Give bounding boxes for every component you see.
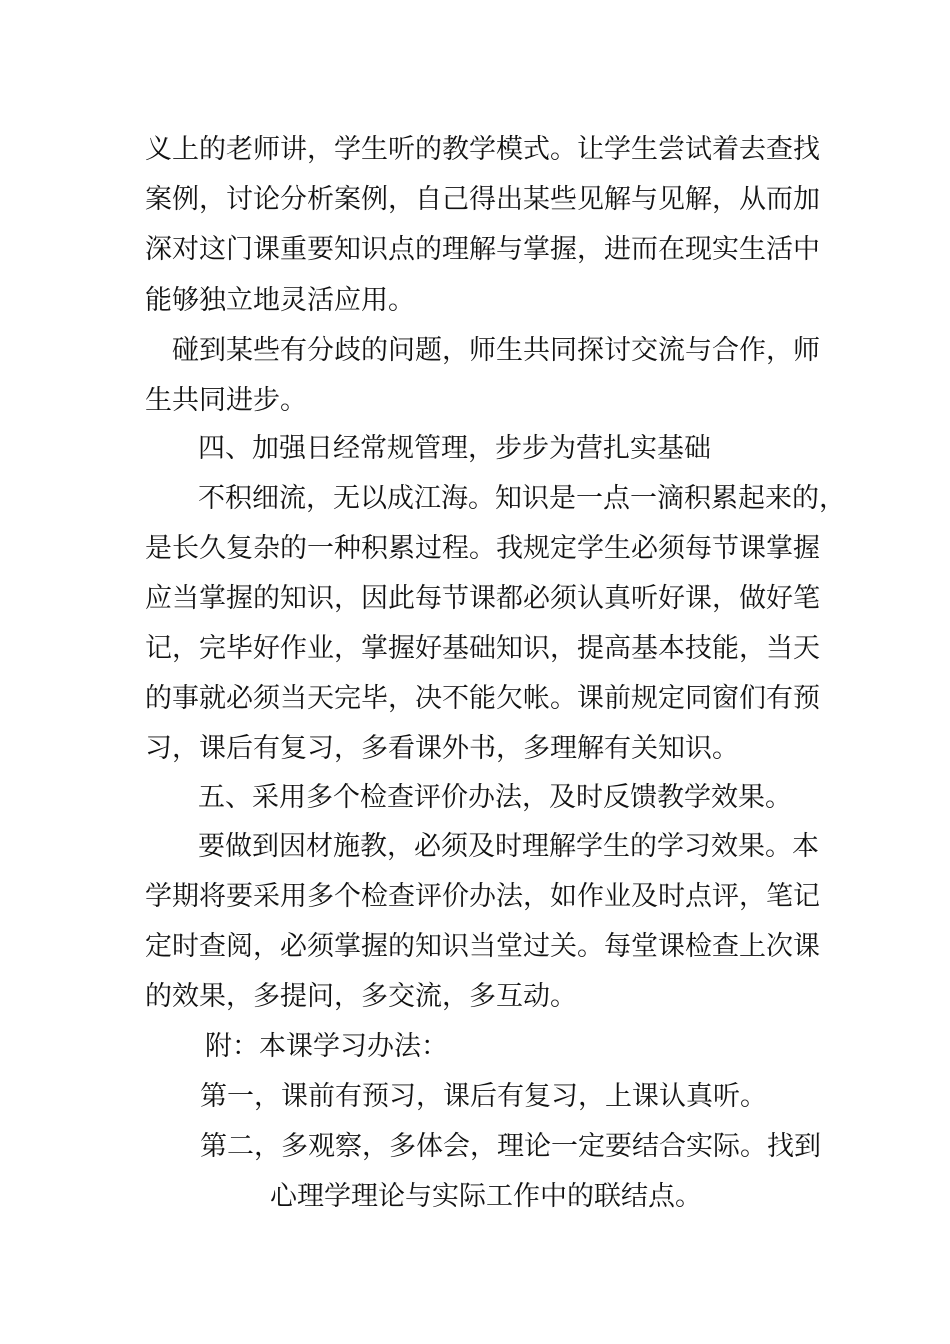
text-line-2: 案例，讨论分析案例，自己得出某些见解与见解，从而加 [145, 184, 820, 215]
method-item-2: 第二，多观察，多体会，理论一定要结合实际。找到 [200, 1131, 821, 1162]
section-heading-5: 五、采用多个检查评价办法，及时反馈教学效果。 [198, 782, 792, 813]
section-heading-4: 四、加强日经常规管理，步步为营扎实基础 [198, 433, 711, 464]
text-line-5: 碰到某些有分歧的问题，师生共同探讨交流与合作，师 [172, 335, 820, 366]
text-line-17: 定时查阅，必须掌握的知识当堂过关。每堂课检查上次课 [145, 931, 820, 962]
text-line-6: 生共同进步。 [145, 385, 307, 416]
text-line-4: 能够独立地灵活应用。 [145, 285, 415, 316]
text-line-16: 学期将要采用多个检查评价办法，如作业及时点评，笔记 [145, 881, 820, 912]
text-line-12: 的事就必须当天完毕，决不能欠帐。课前规定同窗们有预 [145, 683, 820, 714]
text-line-13: 习，课后有复习，多看课外书，多理解有关知识。 [145, 733, 739, 764]
method-item-2-continued: 心理学理论与实际工作中的联结点。 [270, 1181, 702, 1212]
text-line-1: 义上的老师讲，学生听的教学模式。让学生尝试着去查找 [145, 134, 820, 165]
text-line-3: 深对这门课重要知识点的理解与掌握，进而在现实生活中 [145, 234, 820, 265]
text-line-9: 是长久复杂的一种积累过程。我规定学生必须每节课掌握 [145, 533, 820, 564]
text-line-15: 要做到因材施教，必须及时理解学生的学习效果。本 [198, 831, 819, 862]
text-line-10: 应当掌握的知识，因此每节课都必须认真听好课，做好笔 [145, 583, 820, 614]
text-line-18: 的效果，多提问，多交流，多互动。 [145, 981, 577, 1012]
method-item-1: 第一，课前有预习，课后有复习，上课认真听。 [200, 1081, 767, 1112]
appendix-heading: 附：本课学习办法： [205, 1031, 448, 1062]
text-line-8: 不积细流，无以成江海。知识是一点一滴积累起来的， [198, 483, 846, 514]
text-line-11: 记，完毕好作业，掌握好基础知识，提高基本技能，当天 [145, 633, 820, 664]
